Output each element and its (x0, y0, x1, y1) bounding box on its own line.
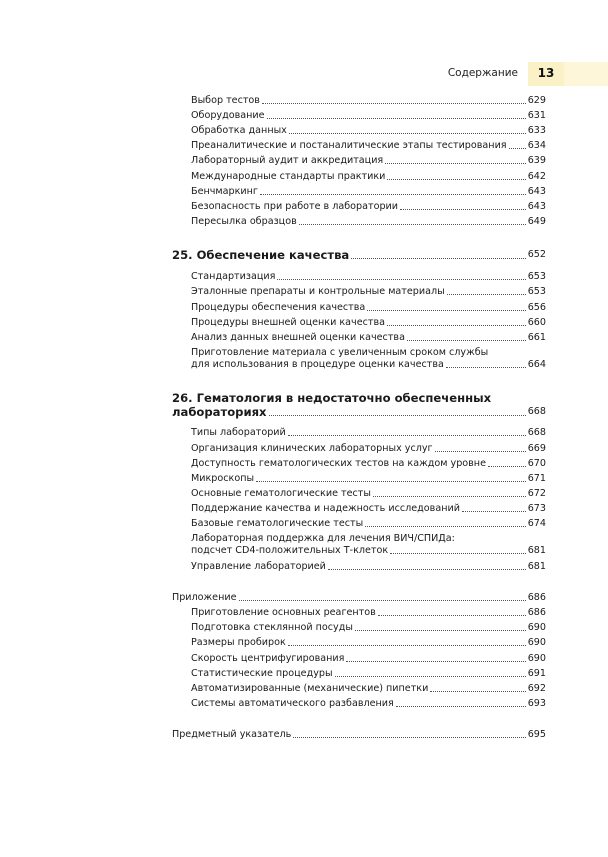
toc-entry[interactable]: Автоматизированные (механические) пипетки 692 (191, 683, 546, 694)
toc-entry[interactable]: Процедуры внешней оценки качества 660 (191, 317, 546, 328)
page-number: 13 (537, 66, 555, 80)
toc-entry[interactable]: Выбор тестов 629 (191, 95, 546, 106)
toc-entry[interactable]: Типы лабораторий 668 (191, 427, 546, 438)
toc-entry[interactable]: Поддержание качества и надежность исследований 673 (191, 503, 546, 514)
toc-entry[interactable]: Пересылка образцов 649 (191, 216, 546, 227)
appendix-heading[interactable]: Приложение 686 (172, 592, 546, 603)
toc-entry[interactable]: Приготовление материала с увеличенным сроком службы для использования в процедуре оценки качества 664 (191, 347, 546, 370)
toc-entry[interactable]: Статистические процедуры 691 (191, 668, 546, 679)
toc-entry[interactable]: Размеры пробирок 690 (191, 637, 546, 648)
running-header (0, 62, 608, 86)
toc-entry[interactable]: Скорость центрифугирования 690 (191, 653, 546, 664)
toc-entry[interactable]: Организация клинических лабораторных услуг 669 (191, 443, 546, 454)
chapter-heading-26[interactable]: 26. Гематология в недостаточно обеспеченных лабораториях 668 (172, 391, 546, 419)
toc-entry[interactable]: Преаналитические и постаналитические этапы тестирования 634 (191, 140, 546, 151)
index-heading[interactable]: Предметный указатель 695 (172, 729, 546, 740)
toc-entry[interactable]: Анализ данных внешней оценки качества 661 (191, 332, 546, 343)
toc-entry[interactable]: Стандартизация 653 (191, 271, 546, 282)
toc-entry[interactable]: Бенчмаркинг 643 (191, 186, 546, 197)
toc-entry[interactable]: Международные стандарты практики 642 (191, 171, 546, 182)
toc-entry[interactable]: Базовые гематологические тесты 674 (191, 518, 546, 529)
toc-entry[interactable]: Лабораторный аудит и аккредитация 639 (191, 155, 546, 166)
chapter-heading-25[interactable]: 25. Обеспечение качества 652 (172, 248, 546, 262)
toc-entry[interactable]: Процедуры обеспечения качества 656 (191, 302, 546, 313)
toc-entry[interactable]: Управление лабораторией 681 (191, 561, 546, 572)
toc-entry[interactable]: Основные гематологические тесты 672 (191, 488, 546, 499)
toc-entry[interactable]: Подготовка стеклянной посуды 690 (191, 622, 546, 633)
page-number-box (528, 62, 608, 86)
toc-entry[interactable]: Системы автоматического разбавления 693 (191, 698, 546, 709)
toc-entry[interactable]: Микроскопы 671 (191, 473, 546, 484)
toc-entry[interactable]: Обработка данных 633 (191, 125, 546, 136)
toc-entry[interactable]: Оборудование 631 (191, 110, 546, 121)
toc-entry[interactable]: Приготовление основных реагентов 686 (191, 607, 546, 618)
toc-entry[interactable]: Лабораторная поддержка для лечения ВИЧ/СПИДа: подсчет CD4-положительных Т-клеток 681 (191, 533, 546, 556)
toc-entry[interactable]: Эталонные препараты и контрольные материалы 653 (191, 286, 546, 297)
toc-entry[interactable]: Безопасность при работе в лаборатории 643 (191, 201, 546, 212)
header-title: Содержание (447, 67, 518, 79)
toc-entry[interactable]: Доступность гематологических тестов на каждом уровне 670 (191, 458, 546, 469)
